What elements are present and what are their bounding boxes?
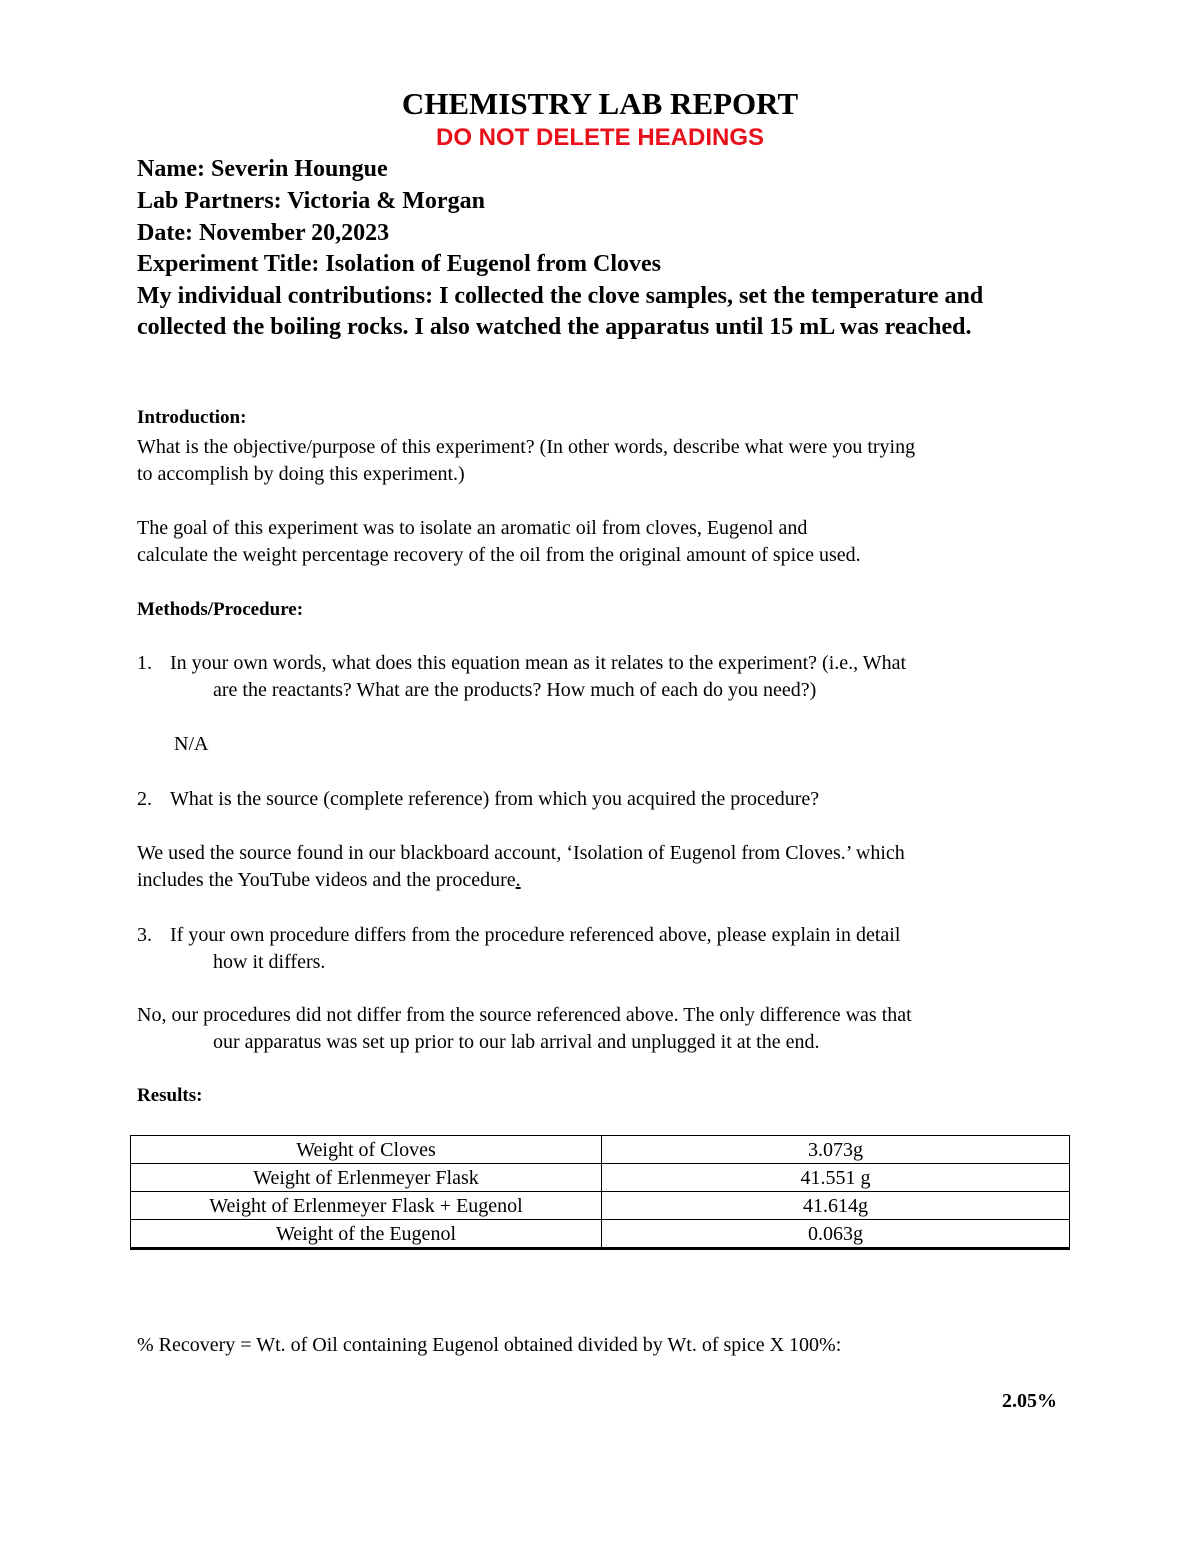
table-row [131,1136,1070,1164]
question-1-line2: are the reactants? What are the products? How much of each do you need?) [213,679,817,701]
answer-3-line2: our apparatus was set up prior to our lab arrival and unplugged it at the end. [213,1031,820,1053]
table-row [131,1164,1070,1192]
methods-heading: Methods/Procedure: [137,599,304,620]
answer-2-line1: We used the source found in our blackboard account, ‘Isolation of Eugenol from Cloves.’ which [137,842,905,864]
question-2-text: What is the source (complete reference) from which you acquired the procedure? [170,788,820,810]
table-row [131,1220,1070,1249]
introduction-answer-line2: calculate the weight percentage recovery of the oil from the original amount of spice used. [137,544,861,566]
table-cell-value: 0.063g [602,1220,1070,1249]
introduction-answer-line1: The goal of this experiment was to isolate an aromatic oil from cloves, Eugenol and [137,517,808,539]
answer-1: N/A [174,733,209,755]
results-heading: Results: [137,1085,203,1106]
introduction-heading: Introduction: [137,407,247,428]
question-3-number: 3. [137,924,152,946]
table-row [131,1192,1070,1220]
table-cell-label: Weight of Cloves [131,1136,602,1164]
headings-warning: DO NOT DELETE HEADINGS [435,124,765,151]
question-1-line1 [137,650,1077,677]
table-cell-value: 3.073g [602,1136,1070,1164]
table-cell-value: 41.614g [602,1192,1070,1220]
introduction-question-line1: What is the objective/purpose of this experiment? (In other words, describe what were you trying [137,436,916,458]
results-table [130,1135,1070,1250]
report-title: CHEMISTRY LAB REPORT [401,86,799,121]
question-3-text: If your own procedure differs from the procedure referenced above, please explain in detail [170,924,901,946]
question-2-line1 [137,786,1077,813]
table-cell-value: 41.551 g [602,1164,1070,1192]
question-3-line1 [137,922,1077,949]
answer-2-period: . [515,869,521,891]
student-name: Name: Severin Houngue [137,156,388,182]
question-2-number: 2. [137,788,152,810]
table-cell-label: Weight of Erlenmeyer Flask [131,1164,602,1192]
recovery-formula: % Recovery = Wt. of Oil containing Eugenol obtained divided by Wt. of spice X 100%: [137,1334,842,1356]
table-cell-label: Weight of the Eugenol [131,1220,602,1249]
question-1-text: In your own words, what does this equation mean as it relates to the experiment? (i.e., What [170,652,907,674]
question-3-line2: how it differs. [213,951,326,973]
report-date: Date: November 20,2023 [137,220,390,246]
individual-contributions: My individual contributions: I collected the clove samples, set the temperature and collected the boiling rocks. I also watched the apparatus until 15 mL was reached. [137,283,984,340]
table-cell-label: Weight of Erlenmeyer Flask + Eugenol [131,1192,602,1220]
answer-2-line2 [137,867,1077,894]
experiment-title: Experiment Title: Isolation of Eugenol from Cloves [137,251,661,277]
question-1-number: 1. [137,652,152,674]
recovery-result: 2.05% [1002,1390,1057,1412]
answer-3-line1: No, our procedures did not differ from the source referenced above. The only difference was that [137,1004,912,1026]
answer-2-text: includes the YouTube videos and the procedure [137,869,516,891]
lab-partners: Lab Partners: Victoria & Morgan [137,188,485,214]
introduction-question-line2: to accomplish by doing this experiment.) [137,463,465,485]
